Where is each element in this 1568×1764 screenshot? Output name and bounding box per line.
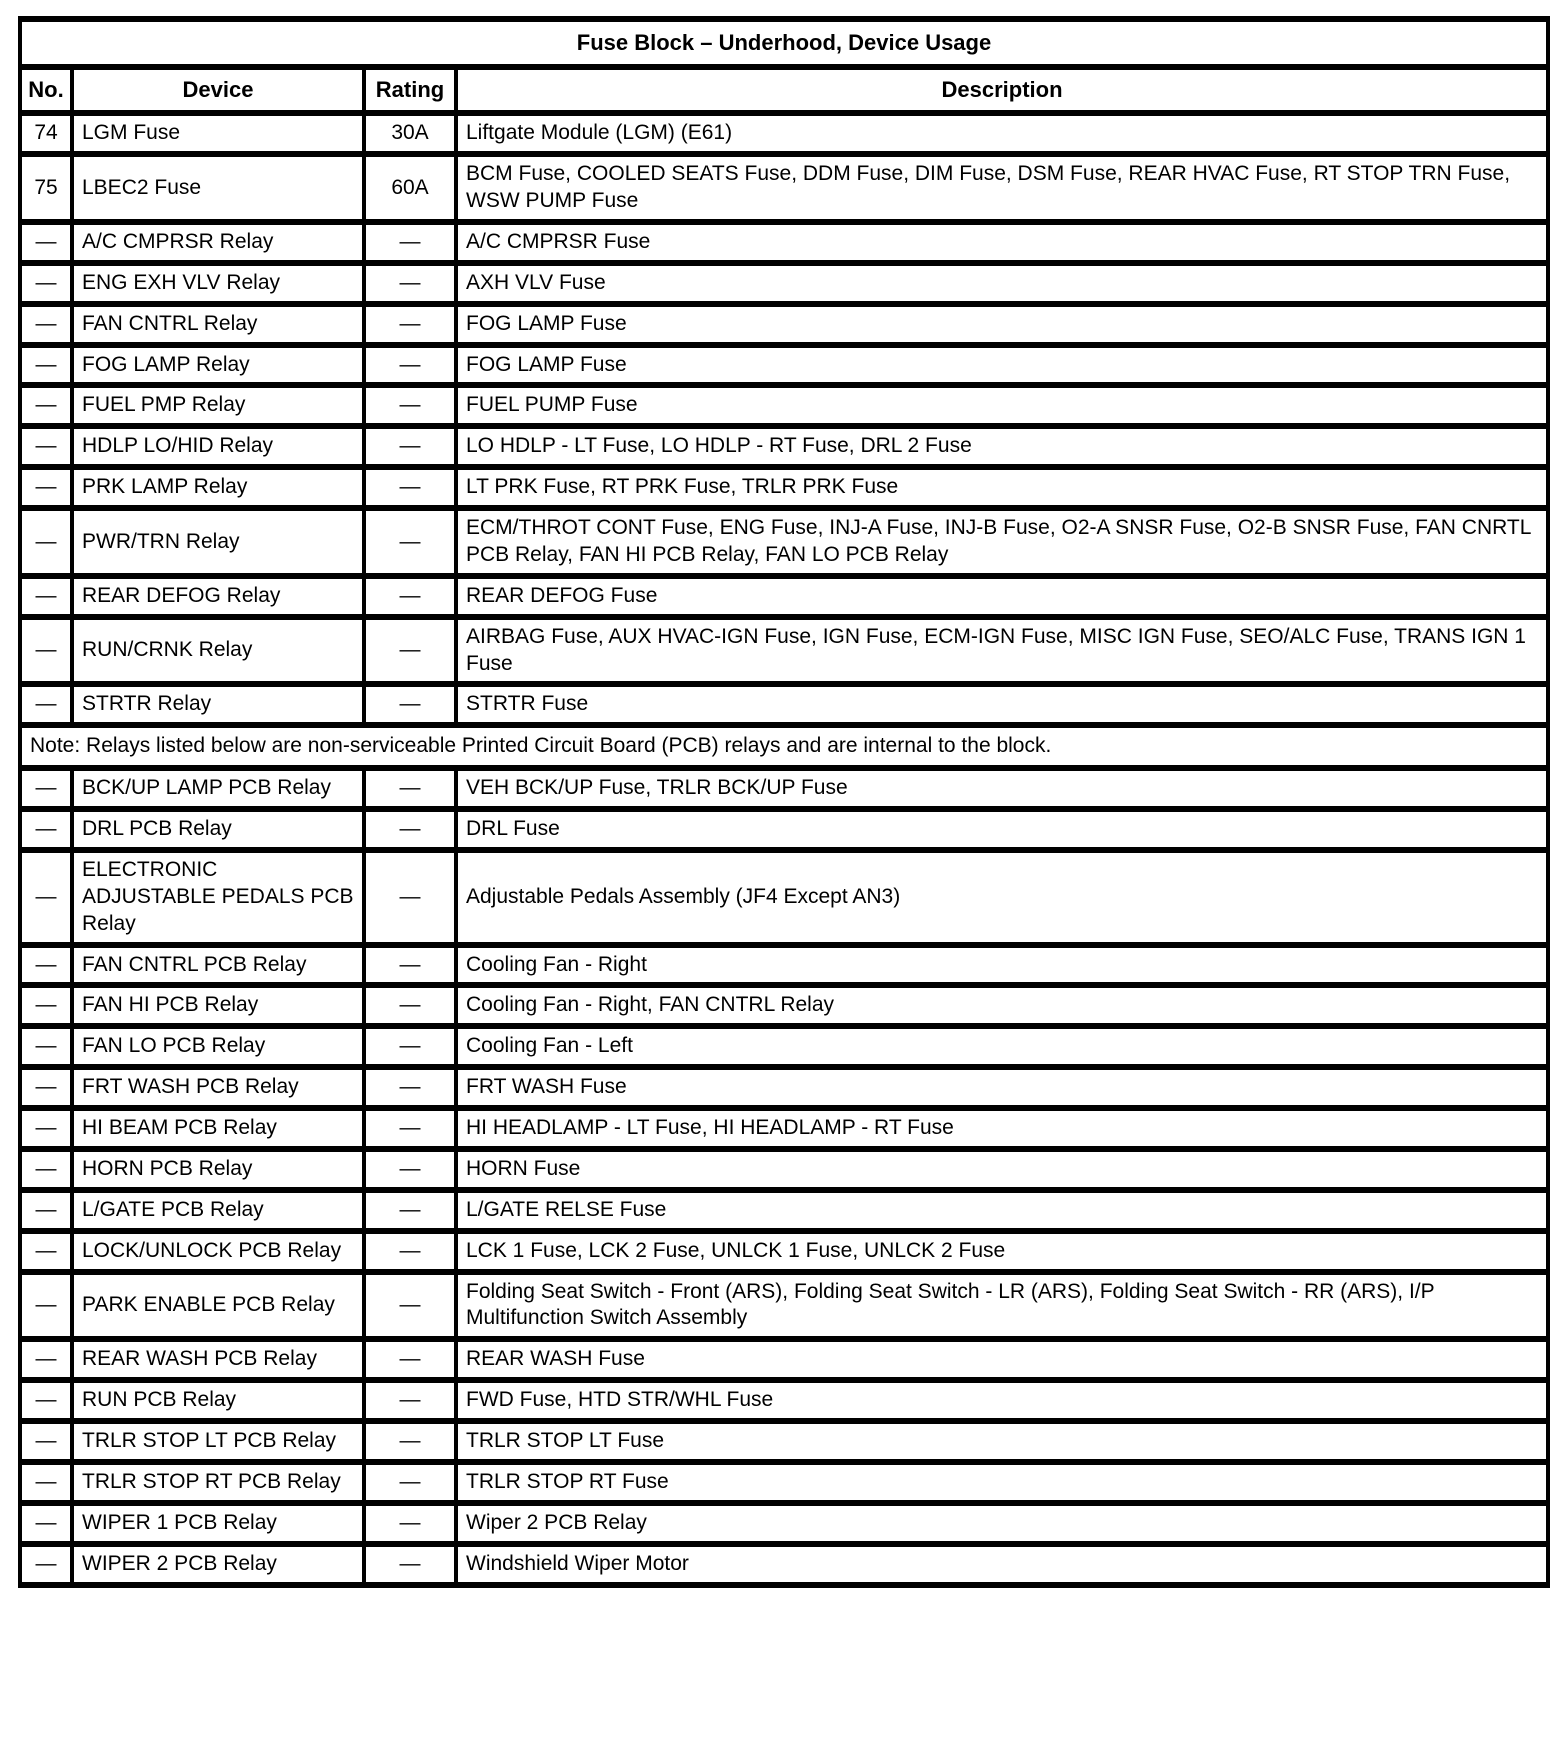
cell-no: —	[20, 467, 72, 508]
cell-no: —	[20, 1544, 72, 1585]
cell-description: FUEL PUMP Fuse	[456, 385, 1548, 426]
cell-no: —	[20, 1190, 72, 1231]
cell-description: TRLR STOP RT Fuse	[456, 1462, 1548, 1503]
table-row	[20, 426, 1548, 467]
cell-device: PRK LAMP Relay	[72, 467, 364, 508]
fuse-block-table	[18, 16, 1550, 1588]
cell-no: —	[20, 508, 72, 576]
cell-no: —	[20, 345, 72, 386]
table-title-row	[20, 19, 1548, 67]
cell-rating: —	[364, 385, 456, 426]
cell-rating: —	[364, 1421, 456, 1462]
cell-description: Adjustable Pedals Assembly (JF4 Except AN3)	[456, 850, 1548, 945]
cell-device: FAN LO PCB Relay	[72, 1026, 364, 1067]
table-row	[20, 467, 1548, 508]
cell-rating: —	[364, 1380, 456, 1421]
cell-rating: —	[364, 304, 456, 345]
cell-rating: —	[364, 1272, 456, 1340]
cell-description: Cooling Fan - Left	[456, 1026, 1548, 1067]
cell-rating: —	[364, 1149, 456, 1190]
cell-no: —	[20, 768, 72, 809]
cell-device: TRLR STOP RT PCB Relay	[72, 1462, 364, 1503]
cell-no: —	[20, 385, 72, 426]
table-row	[20, 576, 1548, 617]
cell-no: 74	[20, 113, 72, 154]
table-row	[20, 154, 1548, 222]
cell-no: —	[20, 684, 72, 725]
cell-description: FOG LAMP Fuse	[456, 304, 1548, 345]
table-row	[20, 385, 1548, 426]
cell-rating: —	[364, 508, 456, 576]
column-header-rating: Rating	[364, 67, 456, 113]
table-row	[20, 768, 1548, 809]
cell-no: —	[20, 850, 72, 945]
cell-description: REAR DEFOG Fuse	[456, 576, 1548, 617]
cell-no: —	[20, 985, 72, 1026]
table-row	[20, 1231, 1548, 1272]
cell-rating: —	[364, 1544, 456, 1585]
cell-no: —	[20, 1272, 72, 1340]
cell-device: WIPER 1 PCB Relay	[72, 1503, 364, 1544]
cell-rating: —	[364, 617, 456, 685]
cell-rating: —	[364, 576, 456, 617]
cell-rating: —	[364, 1462, 456, 1503]
cell-no: —	[20, 1380, 72, 1421]
cell-description: A/C CMPRSR Fuse	[456, 222, 1548, 263]
cell-description: Liftgate Module (LGM) (E61)	[456, 113, 1548, 154]
cell-device: HI BEAM PCB Relay	[72, 1108, 364, 1149]
cell-rating: —	[364, 345, 456, 386]
cell-description: REAR WASH Fuse	[456, 1339, 1548, 1380]
fuse-table-body	[20, 113, 1548, 1584]
cell-device: LBEC2 Fuse	[72, 154, 364, 222]
cell-description: BCM Fuse, COOLED SEATS Fuse, DDM Fuse, DIM Fuse, DSM Fuse, REAR HVAC Fuse, RT STOP TRN Fuse, WSW PUMP Fuse	[456, 154, 1548, 222]
table-row	[20, 850, 1548, 945]
cell-description: VEH BCK/UP Fuse, TRLR BCK/UP Fuse	[456, 768, 1548, 809]
cell-description: LT PRK Fuse, RT PRK Fuse, TRLR PRK Fuse	[456, 467, 1548, 508]
cell-rating: —	[364, 1190, 456, 1231]
cell-description: Wiper 2 PCB Relay	[456, 1503, 1548, 1544]
cell-device: WIPER 2 PCB Relay	[72, 1544, 364, 1585]
cell-no: —	[20, 576, 72, 617]
cell-no: —	[20, 809, 72, 850]
cell-device: FUEL PMP Relay	[72, 385, 364, 426]
cell-rating: —	[364, 1339, 456, 1380]
cell-device: REAR WASH PCB Relay	[72, 1339, 364, 1380]
note-row	[20, 725, 1548, 768]
table-row	[20, 304, 1548, 345]
cell-rating: —	[364, 467, 456, 508]
cell-rating: —	[364, 1503, 456, 1544]
cell-rating: —	[364, 1067, 456, 1108]
cell-rating: —	[364, 1108, 456, 1149]
table-row	[20, 1339, 1548, 1380]
cell-no: —	[20, 263, 72, 304]
cell-no: —	[20, 222, 72, 263]
cell-device: ELECTRONIC ADJUSTABLE PEDALS PCB Relay	[72, 850, 364, 945]
cell-device: LOCK/UNLOCK PCB Relay	[72, 1231, 364, 1272]
cell-device: HDLP LO/HID Relay	[72, 426, 364, 467]
cell-device: FAN CNTRL Relay	[72, 304, 364, 345]
cell-device: REAR DEFOG Relay	[72, 576, 364, 617]
cell-device: TRLR STOP LT PCB Relay	[72, 1421, 364, 1462]
column-header-no: No.	[20, 67, 72, 113]
cell-no: —	[20, 1421, 72, 1462]
cell-device: RUN PCB Relay	[72, 1380, 364, 1421]
cell-rating: —	[364, 222, 456, 263]
cell-device: ENG EXH VLV Relay	[72, 263, 364, 304]
table-row	[20, 1380, 1548, 1421]
cell-device: RUN/CRNK Relay	[72, 617, 364, 685]
cell-description: FRT WASH Fuse	[456, 1067, 1548, 1108]
cell-device: FOG LAMP Relay	[72, 345, 364, 386]
cell-no: —	[20, 1339, 72, 1380]
table-row	[20, 1108, 1548, 1149]
cell-description: LCK 1 Fuse, LCK 2 Fuse, UNLCK 1 Fuse, UNLCK 2 Fuse	[456, 1231, 1548, 1272]
cell-device: BCK/UP LAMP PCB Relay	[72, 768, 364, 809]
cell-device: PARK ENABLE PCB Relay	[72, 1272, 364, 1340]
table-row	[20, 1190, 1548, 1231]
cell-rating: —	[364, 985, 456, 1026]
cell-device: FRT WASH PCB Relay	[72, 1067, 364, 1108]
column-header-device: Device	[72, 67, 364, 113]
cell-description: L/GATE RELSE Fuse	[456, 1190, 1548, 1231]
cell-device: FAN CNTRL PCB Relay	[72, 945, 364, 986]
table-row	[20, 1067, 1548, 1108]
cell-rating: —	[364, 809, 456, 850]
table-row	[20, 1544, 1548, 1585]
cell-rating: —	[364, 945, 456, 986]
cell-description: HI HEADLAMP - LT Fuse, HI HEADLAMP - RT Fuse	[456, 1108, 1548, 1149]
cell-device: HORN PCB Relay	[72, 1149, 364, 1190]
column-header-description: Description	[456, 67, 1548, 113]
table-row	[20, 345, 1548, 386]
table-row	[20, 508, 1548, 576]
cell-no: —	[20, 1462, 72, 1503]
cell-no: —	[20, 1149, 72, 1190]
cell-rating: —	[364, 1026, 456, 1067]
cell-no: —	[20, 1067, 72, 1108]
cell-no: —	[20, 1503, 72, 1544]
cell-device: LGM Fuse	[72, 113, 364, 154]
cell-rating: —	[364, 768, 456, 809]
cell-no: —	[20, 945, 72, 986]
cell-description: DRL Fuse	[456, 809, 1548, 850]
cell-device: STRTR Relay	[72, 684, 364, 725]
cell-description: AIRBAG Fuse, AUX HVAC-IGN Fuse, IGN Fuse, ECM-IGN Fuse, MISC IGN Fuse, SEO/ALC Fuse, TRANS IGN 1 Fuse	[456, 617, 1548, 685]
cell-description: Cooling Fan - Right, FAN CNTRL Relay	[456, 985, 1548, 1026]
cell-description: FWD Fuse, HTD STR/WHL Fuse	[456, 1380, 1548, 1421]
cell-description: Folding Seat Switch - Front (ARS), Folding Seat Switch - LR (ARS), Folding Seat Switch - RR (ARS), I/P Multifunction Switch Assembly	[456, 1272, 1548, 1340]
table-row	[20, 684, 1548, 725]
table-row	[20, 1272, 1548, 1340]
cell-device: PWR/TRN Relay	[72, 508, 364, 576]
cell-no: 75	[20, 154, 72, 222]
cell-rating: 60A	[364, 154, 456, 222]
cell-description: HORN Fuse	[456, 1149, 1548, 1190]
table-row	[20, 1462, 1548, 1503]
cell-description: LO HDLP - LT Fuse, LO HDLP - RT Fuse, DRL 2 Fuse	[456, 426, 1548, 467]
note-text: Note: Relays listed below are non-serviceable Printed Circuit Board (PCB) relays and are internal to the block.	[20, 725, 1548, 768]
cell-device: L/GATE PCB Relay	[72, 1190, 364, 1231]
cell-device: FAN HI PCB Relay	[72, 985, 364, 1026]
table-row	[20, 1503, 1548, 1544]
table-title: Fuse Block – Underhood, Device Usage	[20, 19, 1548, 67]
cell-description: ECM/THROT CONT Fuse, ENG Fuse, INJ-A Fuse, INJ-B Fuse, O2-A SNSR Fuse, O2-B SNSR Fuse, FAN CNRTL PCB Relay, FAN HI PCB Relay, FAN LO PCB Relay	[456, 508, 1548, 576]
cell-description: AXH VLV Fuse	[456, 263, 1548, 304]
table-row	[20, 1149, 1548, 1190]
table-row	[20, 263, 1548, 304]
cell-no: —	[20, 304, 72, 345]
table-header-row	[20, 67, 1548, 113]
table-row	[20, 1026, 1548, 1067]
cell-no: —	[20, 426, 72, 467]
table-row	[20, 113, 1548, 154]
table-row	[20, 222, 1548, 263]
cell-no: —	[20, 1108, 72, 1149]
cell-device: DRL PCB Relay	[72, 809, 364, 850]
cell-no: —	[20, 1026, 72, 1067]
cell-description: FOG LAMP Fuse	[456, 345, 1548, 386]
cell-rating: —	[364, 1231, 456, 1272]
cell-rating: —	[364, 684, 456, 725]
cell-description: Cooling Fan - Right	[456, 945, 1548, 986]
cell-rating: —	[364, 426, 456, 467]
cell-no: —	[20, 1231, 72, 1272]
cell-description: Windshield Wiper Motor	[456, 1544, 1548, 1585]
cell-description: TRLR STOP LT Fuse	[456, 1421, 1548, 1462]
table-row	[20, 617, 1548, 685]
table-row	[20, 809, 1548, 850]
table-row	[20, 985, 1548, 1026]
cell-rating: 30A	[364, 113, 456, 154]
cell-rating: —	[364, 263, 456, 304]
table-row	[20, 945, 1548, 986]
table-row	[20, 1421, 1548, 1462]
cell-description: STRTR Fuse	[456, 684, 1548, 725]
cell-no: —	[20, 617, 72, 685]
cell-rating: —	[364, 850, 456, 945]
cell-device: A/C CMPRSR Relay	[72, 222, 364, 263]
